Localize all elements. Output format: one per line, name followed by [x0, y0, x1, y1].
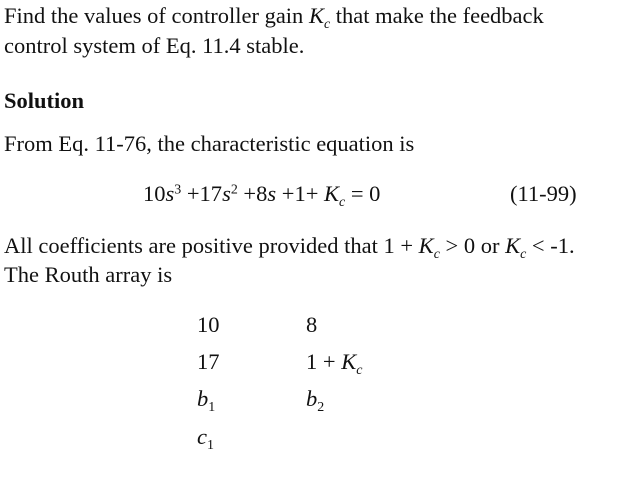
eq-rhs: = 0	[345, 181, 381, 206]
routh-cell: 10	[197, 312, 220, 337]
routh-cell: 8	[306, 312, 318, 337]
condition-line	[4, 233, 575, 262]
problem-text: that make the feedback	[330, 3, 544, 28]
eq-term: 10	[143, 181, 166, 206]
gain-symbol: K	[505, 233, 521, 258]
condition-text: < -1.	[526, 233, 575, 258]
condition-text: All coefficients are positive provided that 1 +	[4, 233, 419, 258]
eq-exp: 3	[174, 182, 182, 198]
solution-heading: Solution	[4, 88, 85, 113]
eq-term: +17	[181, 181, 223, 206]
gain-subscript: c	[520, 246, 527, 262]
routh-cell-text: 1 +	[306, 349, 342, 374]
routh-sub: 2	[317, 399, 325, 415]
routh-var: c	[197, 424, 207, 449]
eq-gain-sub: c	[339, 194, 346, 210]
routh-cell	[306, 349, 363, 378]
routh-sub: 1	[208, 399, 216, 415]
routh-var: b	[197, 386, 209, 411]
routh-cell: 17	[197, 349, 220, 374]
routh-var: b	[306, 386, 318, 411]
gain-subscript: c	[433, 246, 440, 262]
gain-subscript: c	[323, 16, 331, 32]
routh-cell	[306, 386, 325, 415]
eq-var: s	[267, 181, 277, 206]
eq-var: s	[222, 181, 231, 206]
condition-text: > 0 or	[439, 233, 506, 258]
eq-exp: 2	[230, 182, 238, 198]
gain-symbol: K	[341, 349, 357, 374]
gain-subscript: c	[356, 362, 363, 378]
eq-term: +1+	[276, 181, 325, 206]
problem-line-2: control system of Eq. 11.4 stable.	[4, 33, 305, 58]
routh-cell	[197, 424, 214, 453]
gain-symbol: K	[418, 233, 434, 258]
problem-text: Find the values of controller gain	[4, 3, 309, 28]
gain-symbol: K	[308, 3, 324, 28]
routh-intro: The Routh array is	[4, 262, 173, 287]
equation-number: (11-99)	[510, 181, 577, 206]
problem-line-1	[4, 3, 544, 32]
routh-sub: 1	[207, 437, 214, 453]
routh-cell	[197, 386, 216, 415]
solution-intro: From Eq. 11-76, the characteristic equation is	[4, 131, 415, 156]
eq-term: +8	[237, 181, 268, 206]
eq-gain: K	[324, 181, 340, 206]
characteristic-equation	[143, 181, 381, 210]
eq-var: s	[165, 181, 175, 206]
